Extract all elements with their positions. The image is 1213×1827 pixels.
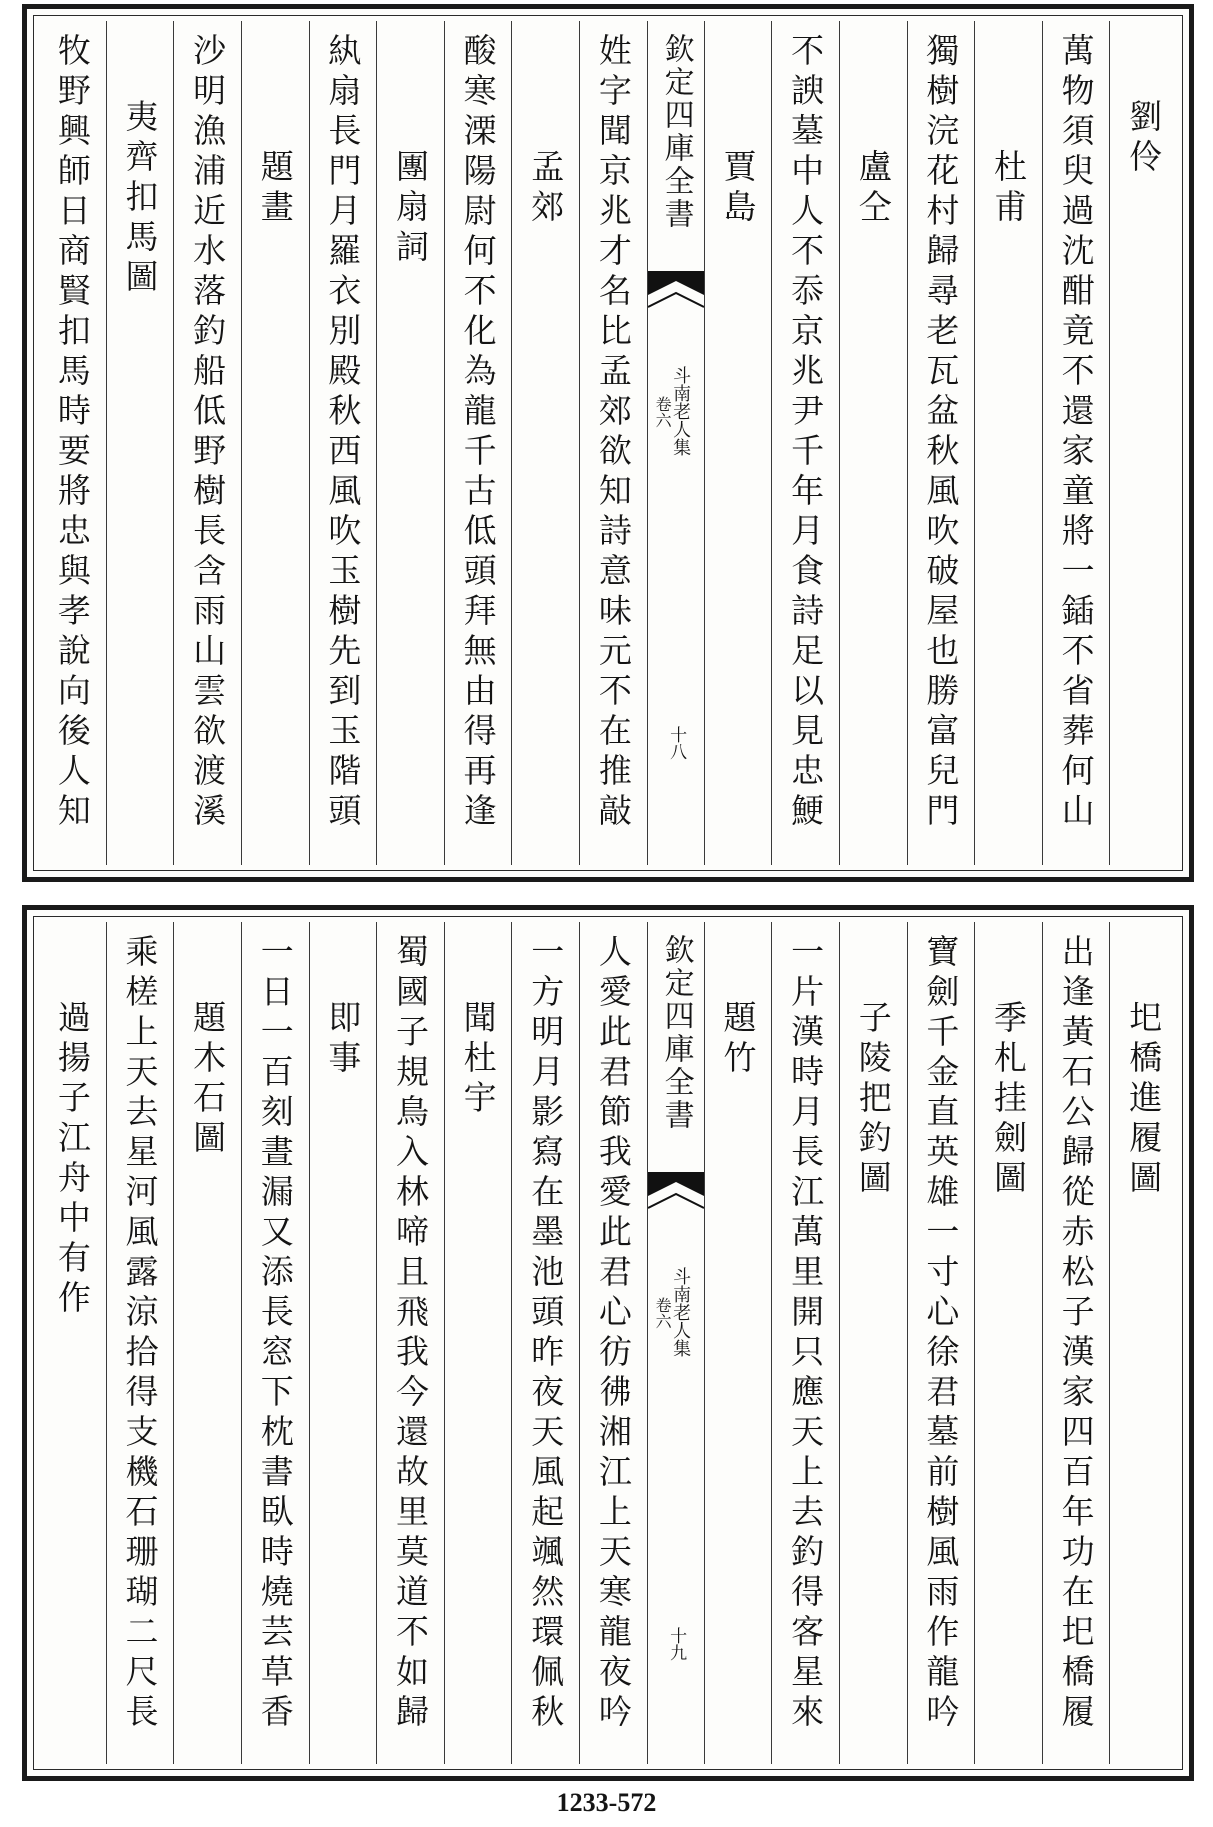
poem-line: 一方明月影寫在墨池頭昨夜天風起颯然環佩秋 [526,934,566,1734]
text-column [839,922,907,1764]
text-column [704,922,772,1764]
text-column [839,21,907,865]
text-column [974,21,1042,865]
text-column [907,922,975,1764]
text-column [511,21,579,865]
center-gutter [647,922,704,1764]
poem-title: 過揚子江舟中有作 [52,1000,92,1320]
poem-line: 不諛墓中人不忝京兆尹千年月食詩足以見忠鯁 [786,33,826,833]
fishtail-mark-icon [648,1172,704,1222]
poem-line: 乘槎上天去星河風露涼拾得支機石珊瑚二尺長 [120,934,160,1734]
poem-title: 題畫 [255,149,295,229]
poem-line: 萬物須臾過沈酣竟不還家童將一鍤不省葬何山 [1056,33,1096,833]
text-column [579,922,647,1764]
text-column [1042,922,1110,1764]
poem-title: 賈島 [718,149,758,229]
text-column [173,922,241,1764]
text-column [376,21,444,865]
bottom-text-columns [39,922,1177,1764]
bottom-page-panel [22,905,1194,1781]
collection-name: 斗南老人集 [670,1267,692,1357]
center-gutter [647,21,704,865]
book-title: 欽定四庫全書 [658,934,694,1132]
poem-title: 孟郊 [526,149,566,229]
text-column [241,21,309,865]
top-text-columns [39,21,1177,865]
volume-label: 卷六 [653,396,673,428]
poem-title: 團扇詞 [390,149,430,269]
text-column [974,922,1042,1764]
poem-line: 寶劍千金直英雄一寸心徐君墓前樹風雨作龍吟 [921,934,961,1734]
poem-title: 盧仝 [853,149,893,229]
book-title: 欽定四庫全書 [658,33,694,231]
poem-title: 題竹 [718,1000,758,1080]
fishtail-mark-icon [648,271,704,321]
text-column [771,21,839,865]
text-column [39,922,106,1764]
text-column [907,21,975,865]
poem-line: 蜀國子規鳥入林啼且飛我今還故里莫道不如歸 [390,934,430,1734]
text-column [1109,922,1177,1764]
poem-title: 圯橋進履圖 [1124,1000,1164,1200]
poem-title: 子陵把釣圖 [853,1000,893,1200]
collection-name: 斗南老人集 [670,366,692,456]
poem-title: 劉伶 [1124,99,1164,179]
text-column [106,21,174,865]
poem-line: 一日一百刻晝漏又添長窓下枕書臥時燒芸草香 [255,934,295,1734]
poem-title: 即事 [323,1000,363,1080]
text-column [771,922,839,1764]
text-column [579,21,647,865]
poem-line: 牧野興師日商賢扣馬時要將忠與孝說向後人知 [52,33,92,833]
leaf-number: 十九 [666,1627,687,1661]
poem-line: 酸寒溧陽尉何不化為龍千古低頭拜無由得再逢 [458,33,498,833]
text-column [444,21,512,865]
text-column [511,922,579,1764]
text-column [173,21,241,865]
text-column [241,922,309,1764]
poem-title: 夷齊扣馬圖 [120,99,160,299]
text-column [309,21,377,865]
poem-line: 出逢黃石公歸從赤松子漢家四百年功在圯橋履 [1056,934,1096,1734]
text-column [376,922,444,1764]
poem-line: 獨樹浣花村歸尋老瓦盆秋風吹破屋也勝富兒門 [921,33,961,833]
poem-line: 一片漢時月長江萬里開只應天上去釣得客星來 [786,934,826,1734]
poem-line: 姓字聞京兆才名比孟郊欲知詩意味元不在推敲 [593,33,633,833]
poem-title: 季札挂劍圖 [988,1000,1028,1200]
text-column [1109,21,1177,865]
volume-label: 卷六 [653,1297,673,1329]
page-number: 1233-572 [556,1788,657,1817]
leaf-number: 十八 [666,726,687,760]
poem-title: 杜甫 [988,149,1028,229]
text-column [1042,21,1110,865]
text-column [704,21,772,865]
text-column [444,922,512,1764]
poem-line: 紈扇長門月羅衣別殿秋西風吹玉樹先到玉階頭 [323,33,363,833]
poem-line: 沙明漁浦近水落釣船低野樹長含雨山雲欲渡溪 [188,33,228,833]
top-page-panel [22,4,1194,882]
text-column [106,922,174,1764]
poem-line: 人愛此君節我愛此君心彷彿湘江上天寒龍夜吟 [593,934,633,1734]
poem-title: 聞杜宇 [458,1000,498,1120]
poem-title: 題木石圖 [188,1000,228,1160]
text-column [309,922,377,1764]
text-column [39,21,106,865]
